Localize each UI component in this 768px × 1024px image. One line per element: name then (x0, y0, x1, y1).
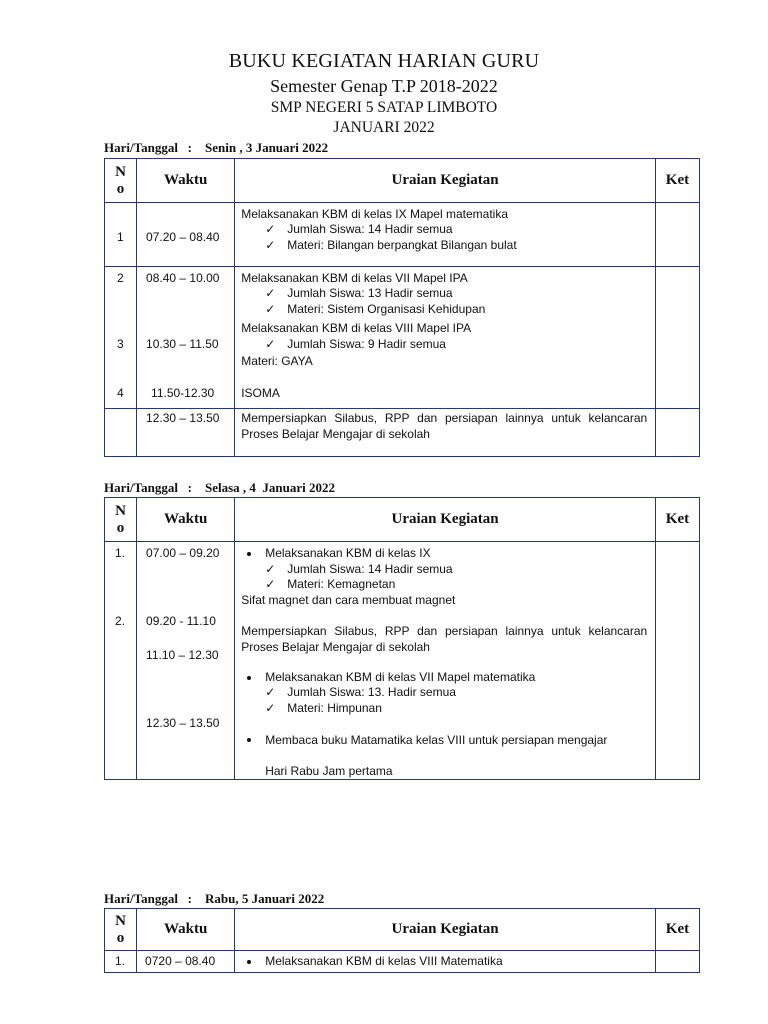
row-time: 07.20 – 08.40 (146, 230, 220, 244)
day-label-selasa: Hari/Tanggal : Selasa , 4 Januari 2022 (104, 480, 336, 495)
row-time: 11.50-12.30 (151, 386, 215, 400)
col-header-waktu: Waktu (137, 159, 235, 203)
activity-detail: Jumlah Siswa: 14 Hadir semua (287, 562, 453, 576)
table-header-row (105, 159, 700, 203)
row-time: 0720 – 08.40 (145, 954, 216, 968)
row-time: 09.20 - 11.10 (146, 614, 216, 628)
col-header-waktu: Waktu (137, 498, 235, 542)
col-header-ket: Ket (655, 498, 699, 542)
checkmark-icon: ✓ (265, 562, 276, 576)
checkmark-icon: ✓ (265, 685, 276, 699)
row-time: 12.30 – 13.50 (146, 411, 220, 425)
day-label-senin: Hari/Tanggal : Senin , 3 Januari 2022 (104, 140, 329, 155)
activity-detail: Materi: Himpunan (287, 701, 382, 715)
table-header-row (105, 909, 700, 951)
col-header-no: N o (105, 909, 137, 951)
checkmark-icon: ✓ (265, 302, 276, 316)
row-time: 08.40 – 10.00 (146, 271, 220, 285)
activity-detail: Jumlah Siswa: 13. Hadir semua (287, 685, 456, 699)
activity-text: Melaksanakan KBM di kelas VIII Matematika (265, 954, 503, 968)
row-time: 07.00 – 09.20 (146, 546, 220, 560)
bullet-icon (247, 552, 251, 556)
activity-text: Melaksanakan KBM di kelas VII Mapel matematika (265, 670, 536, 684)
col-header-no: N o (105, 159, 137, 203)
bullet-icon (247, 960, 251, 964)
activity-detail: Jumlah Siswa: 9 Hadir semua (287, 337, 446, 351)
activity-text: Melaksanakan KBM di kelas VII Mapel IPA (241, 271, 468, 285)
bullet-icon (247, 676, 251, 680)
col-header-ket: Ket (655, 159, 699, 203)
table-row (105, 267, 700, 409)
col-header-waktu: Waktu (137, 909, 235, 951)
table-row (105, 951, 700, 973)
col-header-uraian: Uraian Kegiatan (235, 498, 656, 542)
activity-table-rabu (104, 908, 700, 973)
row-time: 10.30 – 11.50 (146, 337, 219, 351)
activity-detail: Materi: GAYA (241, 354, 313, 368)
day-label-rabu: Hari/Tanggal : Rabu, 5 Januari 2022 (104, 891, 325, 906)
activity-text: Melaksanakan KBM di kelas IX (265, 546, 431, 560)
activity-text: Mempersiapkan Silabus, RPP dan persiapan lainnya untuk kelancaran Proses Belajar Mengajar di sekolah (241, 411, 648, 441)
checkmark-icon: ✓ (265, 286, 276, 300)
activity-text: Melaksanakan KBM di kelas VIII Mapel IPA (241, 321, 472, 335)
activity-detail: Sifat magnet dan cara membuat magnet (241, 593, 456, 607)
activity-text: ISOMA (241, 386, 280, 400)
col-header-uraian: Uraian Kegiatan (235, 159, 656, 203)
document-title: BUKU KEGIATAN HARIAN GURU (228, 50, 540, 72)
row-time: 12.30 – 13.50 (146, 716, 220, 730)
activity-text: Membaca buku Matamatika kelas VIII untuk persiapan mengajar (265, 733, 608, 747)
activity-table-senin (104, 158, 700, 457)
table-row (105, 542, 700, 780)
checkmark-icon: ✓ (265, 337, 276, 351)
activity-table-selasa (104, 497, 700, 780)
activity-detail: Materi: Bilangan berpangkat Bilangan bulat (287, 238, 517, 252)
checkmark-icon: ✓ (265, 701, 276, 715)
activity-detail: Jumlah Siswa: 13 Hadir semua (287, 286, 453, 300)
table-row (105, 203, 700, 267)
row-number: 4 (117, 386, 124, 400)
checkmark-icon: ✓ (265, 238, 276, 252)
table-header-row (105, 498, 700, 542)
checkmark-icon: ✓ (265, 577, 276, 591)
col-header-ket: Ket (655, 909, 699, 951)
activity-detail: Hari Rabu Jam pertama (265, 764, 393, 778)
activity-detail: Jumlah Siswa: 14 Hadir semua (287, 222, 453, 236)
activity-text: Mempersiapkan Silabus, RPP dan persiapan lainnya untuk kelancaran Proses Belajar Mengajar di sekolah (241, 624, 648, 654)
activity-text: Melaksanakan KBM di kelas IX Mapel matematika (241, 207, 508, 221)
row-number: 1. (115, 546, 126, 560)
table-row (105, 409, 700, 457)
row-number: 1 (117, 230, 124, 244)
row-time: 11.10 – 12.30 (146, 648, 219, 662)
row-number: 1. (115, 954, 126, 968)
bullet-icon (247, 738, 251, 742)
activity-detail: Materi: Kemagnetan (287, 577, 396, 591)
row-number: 3 (117, 337, 124, 351)
row-number: 2. (115, 614, 126, 628)
col-header-no: N o (105, 498, 137, 542)
activity-detail: Materi: Sistem Organisasi Kehidupan (287, 302, 486, 316)
checkmark-icon: ✓ (265, 222, 276, 236)
school-name: SMP NEGERI 5 SATAP LIMBOTO (270, 99, 498, 116)
month-line: JANUARI 2022 (333, 119, 435, 136)
semester-line: Semester Genap T.P 2018-2022 (270, 76, 498, 96)
col-header-uraian: Uraian Kegiatan (235, 909, 656, 951)
row-number: 2 (117, 271, 124, 285)
